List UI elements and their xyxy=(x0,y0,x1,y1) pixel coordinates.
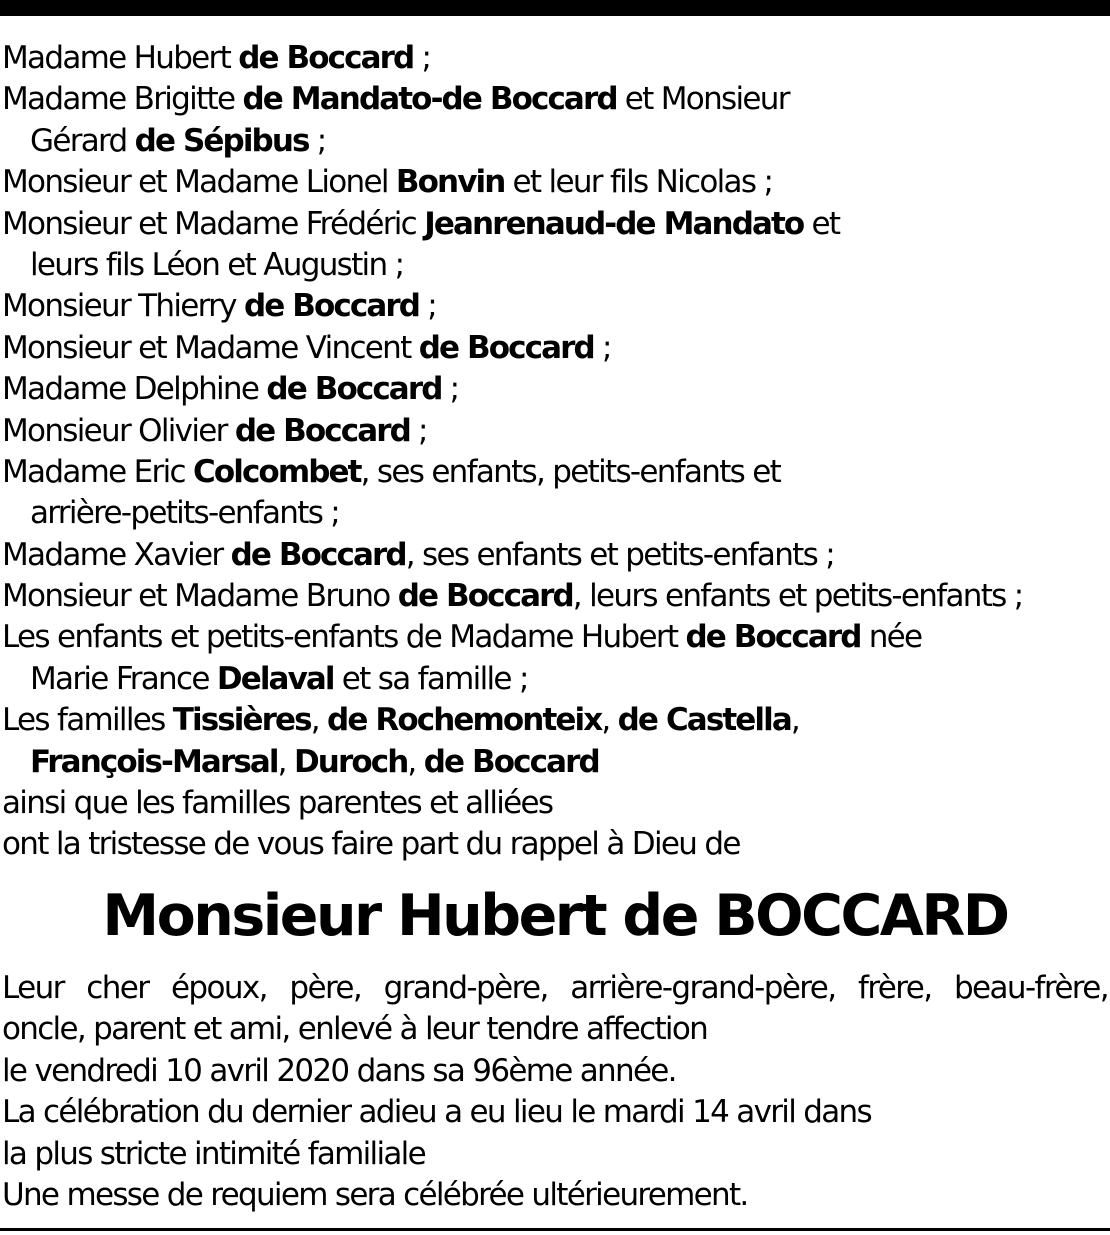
family-text: arrière-petits-enfants ; xyxy=(30,495,340,532)
family-text: Monsieur et Madame Frédéric xyxy=(2,205,425,242)
family-text: Madame Hubert xyxy=(2,40,239,76)
family-line xyxy=(2,369,1108,410)
family-name: François-Marsal xyxy=(30,743,278,780)
family-line xyxy=(2,411,1108,452)
family-text: et Monsieur xyxy=(616,81,789,118)
family-text: Monsieur et Madame Lionel xyxy=(2,164,396,201)
family-line xyxy=(2,204,1108,245)
family-line xyxy=(2,452,1108,493)
family-line xyxy=(2,783,1108,824)
tribute-line: Une messe de requiem sera célébrée ultérieurement. xyxy=(2,1176,748,1213)
family-name: Bonvin xyxy=(395,164,505,201)
bottom-rule xyxy=(0,1228,1110,1231)
family-line xyxy=(2,742,1108,783)
family-text: ; xyxy=(419,288,436,325)
family-text: , xyxy=(310,702,328,739)
family-name: de Mandato-de Boccard xyxy=(242,81,617,118)
family-name: de Boccard xyxy=(230,536,406,573)
family-text: Marie France xyxy=(30,660,217,697)
deceased-name: Monsieur Hubert de BOCCARD xyxy=(102,883,1008,949)
family-name: de Rochemonteix xyxy=(327,702,602,739)
family-text: Monsieur et Madame Bruno xyxy=(2,578,398,615)
family-text: Madame Brigitte xyxy=(2,81,243,118)
family-text: ; xyxy=(413,40,431,76)
family-name: de Boccard xyxy=(418,329,594,366)
family-text: ; xyxy=(409,412,427,449)
family-name: Jeanrenaud-de Mandato xyxy=(424,205,804,242)
family-name: Duroch xyxy=(293,743,408,780)
family-line xyxy=(2,700,1108,741)
family-text: et leur fils Nicolas ; xyxy=(504,164,773,201)
family-line xyxy=(2,38,1108,79)
family-text: née xyxy=(860,619,922,656)
family-line xyxy=(2,162,1108,203)
family-text: , xyxy=(277,743,294,780)
top-rule xyxy=(0,0,1110,16)
family-text: leurs fils Léon et Augustin ; xyxy=(30,246,404,283)
family-text: , ses enfants et petits-enfants ; xyxy=(405,536,834,573)
family-name: Colcombet xyxy=(192,453,361,490)
family-name: de Boccard xyxy=(266,371,442,408)
family-name: de Sépibus xyxy=(134,122,309,159)
family-line xyxy=(2,121,1108,162)
family-line xyxy=(2,245,1108,286)
family-announcement-list xyxy=(2,38,1108,866)
family-name: de Castella xyxy=(617,702,791,739)
family-text: Monsieur Thierry xyxy=(2,288,244,325)
family-name: de Boccard xyxy=(685,619,861,656)
family-text: Monsieur Olivier xyxy=(2,412,235,449)
family-name: de Boccard xyxy=(243,288,420,325)
family-line xyxy=(2,493,1108,534)
tribute-text xyxy=(2,968,1108,1216)
family-name: de Boccard xyxy=(423,743,599,780)
family-text: Les enfants et petits-enfants de Madame Hubert xyxy=(2,619,686,656)
family-text: Monsieur et Madame Vincent xyxy=(2,329,419,366)
family-line xyxy=(2,617,1108,658)
family-text: et sa famille ; xyxy=(333,660,528,697)
family-text: , xyxy=(407,743,424,780)
family-name: de Boccard xyxy=(397,578,573,615)
family-text: Gérard xyxy=(30,122,135,159)
family-line xyxy=(2,79,1108,120)
family-line xyxy=(2,286,1108,327)
family-text: , ses enfants, petits-enfants et xyxy=(360,453,781,490)
family-text: Madame Eric xyxy=(2,453,193,490)
family-text: Madame Delphine xyxy=(2,371,267,408)
family-text: ; xyxy=(308,122,326,159)
family-text: ; xyxy=(593,329,611,366)
family-line xyxy=(2,659,1108,700)
family-text: ont la tristesse de vous faire part du rappel à Dieu de xyxy=(2,826,740,863)
family-text: Les familles xyxy=(2,702,173,739)
family-line xyxy=(2,328,1108,369)
family-text: ; xyxy=(441,371,459,408)
family-text: , xyxy=(790,702,800,739)
tribute-line: la plus stricte intimité familiale xyxy=(2,1135,425,1172)
family-name: de Boccard xyxy=(234,412,410,449)
family-name: Tissières xyxy=(172,702,311,739)
family-text: Madame Xavier xyxy=(2,536,231,573)
family-line xyxy=(2,576,1108,617)
family-text: , xyxy=(601,702,618,739)
family-text: ainsi que les familles parentes et alliées xyxy=(2,785,553,822)
tribute-line: oncle, parent et ami, enlevé à leur tendre affection xyxy=(2,1011,708,1048)
family-name: de Boccard xyxy=(238,40,414,76)
family-text: et xyxy=(803,205,840,242)
family-line xyxy=(2,824,1108,865)
family-name: Delaval xyxy=(216,660,334,697)
family-line xyxy=(2,535,1108,576)
family-text: , leurs enfants et petits-enfants ; xyxy=(572,578,1023,615)
tribute-line: Leur cher époux, père, grand-père, arrière-grand-père, frère, beau-frère, xyxy=(2,970,1108,1006)
tribute-line: le vendredi 10 avril 2020 dans sa 96ème année. xyxy=(2,1052,676,1089)
tribute-line: La célébration du dernier adieu a eu lieu le mardi 14 avril dans xyxy=(2,1094,871,1131)
